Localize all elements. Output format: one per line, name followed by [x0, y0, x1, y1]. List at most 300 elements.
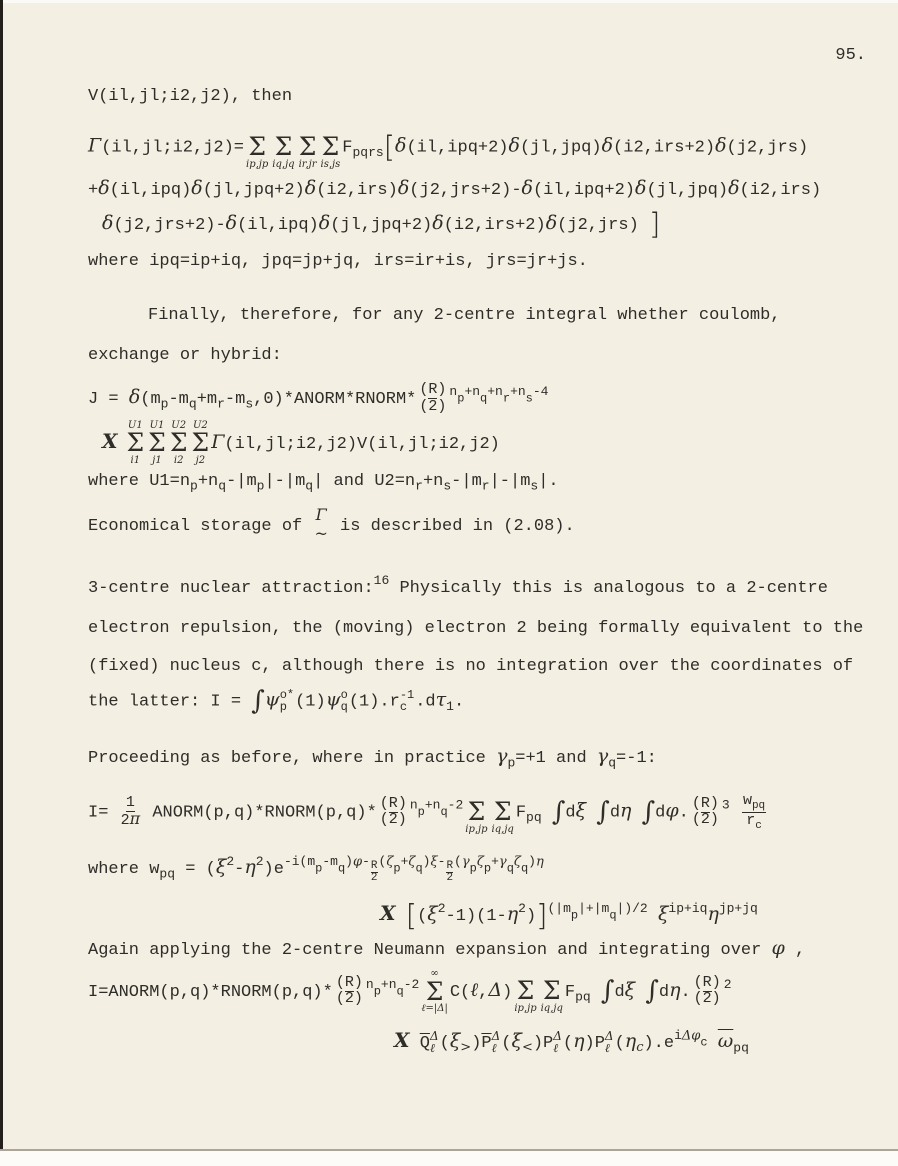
text-segment: =-1: — [616, 749, 657, 769]
text-segment: pq — [526, 810, 542, 826]
handwritten-symbol: < — [521, 1039, 533, 1055]
text-segment: $\overline{P}$ — [481, 1033, 492, 1053]
text-segment: -m — [322, 854, 338, 870]
text-segment: (j2,jrs+2)- — [409, 181, 522, 201]
text-segment: (il,ipq+2) — [532, 181, 635, 201]
handwritten-symbol: γ — [498, 854, 507, 870]
text-segment: -2 — [447, 797, 464, 813]
text-segment: 2 — [518, 900, 526, 916]
summation-sign: Σ is,js — [320, 132, 341, 170]
document-line — [88, 84, 882, 110]
document-line — [380, 896, 882, 933]
text-segment — [730, 804, 740, 823]
text-segment: Finally, therefore, for any 2-centre integral whether coulomb, — [148, 306, 781, 326]
handwritten-symbol: η — [573, 1029, 585, 1052]
summation-sign: U2 Σ j2 — [191, 419, 210, 467]
text-segment: -4 — [532, 384, 549, 400]
text-segment: $\overline{Q}$ — [419, 1033, 430, 1053]
text-segment: q — [188, 396, 197, 412]
text-segment: Economical storage of — [88, 517, 313, 537]
text-segment — [586, 804, 596, 823]
text-segment: ) — [397, 794, 407, 812]
text-segment: pq — [751, 799, 766, 812]
handwritten-symbol: τ — [435, 688, 447, 711]
text-segment: p — [483, 861, 492, 876]
text-segment: electron repulsion, the (moving) electron 2 being formally equivalent to the — [88, 619, 864, 639]
text-segment: 2 — [437, 900, 446, 916]
document-line — [88, 616, 882, 642]
text-segment: =+1 and — [515, 749, 597, 769]
text-segment: q — [218, 478, 227, 494]
text-segment: I= — [88, 803, 119, 823]
text-segment: q — [305, 478, 314, 494]
text-segment: -|m — [451, 471, 482, 491]
text-segment: d — [565, 803, 576, 823]
handwritten-symbol: Γ — [88, 134, 102, 157]
text-segment: | and U2=n — [313, 471, 416, 491]
text-segment: 1 — [446, 699, 454, 715]
text-segment: s — [443, 478, 452, 494]
text-segment: 2 — [255, 854, 264, 870]
text-segment: (jl,jpq+2) — [202, 181, 305, 201]
text-segment: p — [393, 861, 401, 876]
handwritten-symbol: ζ — [408, 854, 416, 870]
text-segment: p — [417, 805, 425, 820]
handwritten-symbol: η — [244, 856, 256, 879]
text-segment: +n — [380, 976, 397, 992]
text-segment: ∫ — [251, 686, 265, 717]
text-segment: (j2,jrs) — [726, 138, 809, 158]
text-segment: ( — [691, 794, 701, 812]
text-segment: p — [457, 391, 465, 406]
handwritten-symbol: φ — [771, 937, 785, 960]
text-segment: q — [608, 755, 617, 771]
handwritten-symbol: δ — [715, 134, 727, 157]
text-segment: where ipq=ip+iq, jpq=jp+jq, irs=ir+is, jrs=jr+js. — [88, 252, 588, 272]
text-segment: I=ANORM(p,q)*RNORM(p,q)* — [88, 982, 333, 1002]
text-segment: (il,ipq) — [237, 216, 319, 236]
handwritten-symbol: $\overline{\omega}$ — [717, 1029, 734, 1052]
handwritten-symbol: δ — [508, 134, 520, 157]
text-segment: . — [678, 803, 689, 823]
text-segment: ip+iq — [668, 900, 708, 916]
document-line — [88, 789, 882, 835]
text-segment: +n — [424, 797, 441, 813]
text-segment: (2) — [419, 397, 447, 415]
text-segment: (jl,jpq) — [519, 138, 602, 158]
text-segment: r — [481, 478, 490, 494]
text-segment: |. — [538, 471, 559, 491]
handwritten-symbol: ξ — [430, 854, 438, 870]
text-segment: R — [700, 794, 710, 812]
text-segment: p — [190, 478, 198, 494]
text-segment: V(il,jl;i2,j2), then — [88, 87, 293, 106]
handwritten-symbol: ξ — [624, 978, 636, 1001]
text-segment: d — [609, 803, 621, 823]
text-segment: s — [525, 391, 533, 406]
handwritten-symbol: δ — [191, 177, 203, 200]
text-segment: (2) — [693, 990, 721, 1008]
text-segment: ).e — [643, 1033, 675, 1053]
document-line — [88, 654, 882, 680]
handwritten-symbol: ζ — [513, 854, 521, 870]
text-segment: - — [234, 860, 245, 880]
text-segment: ( — [439, 1033, 450, 1053]
text-segment: jp+jq — [718, 900, 758, 916]
summation-sign: Σ ir,jr — [298, 132, 317, 170]
text-segment: where w — [88, 860, 160, 880]
stacked-fraction — [742, 793, 766, 832]
handwritten-symbol: ~ — [314, 523, 328, 543]
text-segment: - — [437, 854, 446, 870]
handwritten-symbol: η — [506, 902, 519, 925]
text-segment: ) — [525, 906, 537, 926]
text-segment: (il,jl;i2,j2)= — [101, 138, 245, 158]
text-segment: ( — [378, 854, 387, 870]
summation-sign: U2 Σ i2 — [169, 419, 188, 467]
text-segment: +n — [464, 384, 481, 400]
text-segment: )P — [584, 1033, 605, 1053]
text-segment: ( — [335, 973, 345, 991]
handwritten-symbol: ξ — [449, 1029, 461, 1052]
text-segment: -m — [168, 390, 189, 410]
text-segment: +m — [196, 390, 218, 410]
text-segment: -i(m — [283, 854, 316, 870]
text-segment: -|m — [226, 471, 257, 491]
text-segment: i — [674, 1027, 682, 1043]
sup-sub-stack: Δ ℓ — [604, 1028, 614, 1056]
text-segment: 16 — [373, 573, 390, 589]
text-segment: 3-centre nuclear attraction: — [88, 579, 374, 599]
text-segment: ) — [528, 854, 536, 870]
text-segment: -1)(1- — [445, 906, 507, 926]
text-segment: d — [655, 803, 666, 823]
text-segment: (il,ipq+2) — [406, 138, 509, 158]
handwritten-symbol: X — [380, 900, 396, 925]
document-line — [88, 343, 882, 369]
text-segment: |-|m — [264, 471, 306, 491]
document-line — [88, 178, 882, 204]
handwritten-symbol: δ — [601, 134, 614, 157]
text-segment: ] — [536, 898, 548, 933]
sup-sub-stack: Δ ℓ — [491, 1028, 501, 1056]
text-segment: . — [453, 692, 465, 712]
text-segment: ( — [454, 854, 462, 870]
text-segment: (1) — [295, 692, 326, 712]
text-segment: )e — [263, 860, 284, 880]
handwritten-symbol: δ — [545, 212, 558, 235]
sup-sub-stack: Δ ℓ — [429, 1028, 439, 1056]
handwritten-symbol: η — [620, 799, 632, 822]
text-segment: ∫ — [600, 976, 615, 1007]
handwritten-symbol: δ — [728, 177, 740, 200]
text-segment: ) — [711, 973, 721, 991]
handwritten-symbol: δ — [304, 177, 317, 200]
text-segment: R — [428, 381, 438, 399]
handwritten-symbol: Δφ — [681, 1028, 701, 1044]
handwritten-symbol: ζ — [476, 854, 484, 870]
text-segment: ∫ — [645, 976, 659, 1007]
scan-edge-left — [0, 0, 3, 1166]
handwritten-symbol: δ — [397, 177, 410, 200]
text-segment: ) — [471, 1033, 482, 1053]
text-segment: (i2,irs+2) — [443, 216, 546, 236]
text-segment: R — [370, 860, 378, 873]
text-segment: s — [530, 478, 539, 494]
summation-sign: ∞ Σ ℓ=|Δ| — [421, 968, 448, 1015]
text-segment: ∫ — [551, 796, 566, 827]
handwritten-symbol: δ — [432, 212, 444, 235]
text-segment: (j2,jrs+2)- — [113, 216, 226, 236]
handwritten-symbol: > — [460, 1039, 472, 1055]
text-segment: ( — [419, 381, 429, 399]
text-segment: r — [217, 396, 225, 412]
text-segment: Again applying the 2-centre Neumann expansion and integrating over — [88, 941, 772, 961]
handwritten-symbol: ξ — [657, 902, 669, 925]
handwritten-symbol: ξ — [427, 902, 438, 925]
handwritten-symbol: ℓ — [470, 978, 479, 1001]
text-segment — [396, 907, 406, 926]
text-segment: q — [480, 391, 488, 406]
text-segment: +n — [510, 384, 526, 400]
text-segment: pqrs — [352, 145, 384, 161]
text-segment: 1 — [125, 793, 135, 811]
text-segment: ] — [649, 207, 661, 242]
text-segment: pq — [733, 1040, 749, 1056]
text-segment: (j2,jrs) — [557, 216, 649, 236]
text-segment: +n — [487, 384, 503, 400]
summation-sign: Σ ip,jp — [465, 796, 488, 835]
handwritten-symbol: ψ — [264, 688, 280, 711]
document-line — [88, 849, 882, 888]
text-segment: ( — [562, 1033, 574, 1053]
handwritten-symbol: φ — [352, 854, 363, 870]
text-segment: ∫ — [596, 796, 610, 827]
text-segment: q — [520, 861, 529, 876]
handwritten-symbol: ζ — [386, 854, 394, 870]
document-line — [88, 568, 882, 602]
text-segment: ANORM(p,q)*RNORM(p,q)* — [142, 803, 377, 823]
document-line — [88, 968, 882, 1015]
text-segment: |+|m — [578, 900, 610, 916]
text-segment: 3 — [721, 797, 730, 813]
summation-sign: Σ iq,jq — [272, 132, 295, 170]
text-segment — [708, 1034, 718, 1053]
text-segment: s — [245, 396, 254, 412]
text-segment: (jl,jpq) — [646, 181, 729, 201]
text-segment — [635, 983, 645, 1002]
handwritten-symbol: X — [102, 428, 125, 453]
text-segment — [410, 1034, 420, 1053]
handwritten-symbol: Γ — [211, 430, 225, 453]
sup-sub-stack: -1 c — [399, 687, 415, 715]
text-segment: . — [680, 982, 691, 1002]
text-segment: p — [507, 755, 516, 771]
scan-edge-top — [0, 0, 898, 3]
handwritten-symbol: δ — [318, 212, 331, 235]
document-line — [88, 469, 882, 500]
stacked-fraction — [418, 382, 447, 415]
text-segment: + — [491, 854, 499, 870]
text-segment: r — [746, 811, 756, 829]
stacked-fraction — [335, 975, 364, 1008]
text-segment: |)/2 — [616, 900, 648, 916]
stacked-fraction — [121, 795, 141, 830]
page-number: 95. — [835, 46, 866, 65]
text-segment: (fixed) nucleus c, although there is no integration over the coordinates of — [88, 657, 854, 677]
summation-sign: Σ ip,jp — [514, 976, 537, 1015]
sup-sub-stack: o q — [340, 687, 348, 715]
text-segment: p — [570, 908, 579, 923]
handwritten-symbol: π — [129, 809, 141, 829]
text-segment: + — [400, 854, 409, 870]
text-segment: 2 — [446, 872, 454, 885]
text-segment: p — [373, 984, 381, 999]
text-segment: R — [446, 860, 454, 873]
text-segment: ,0)*ANORM*RNORM* — [253, 390, 417, 410]
text-segment: (|m — [547, 900, 571, 916]
handwritten-symbol: ψ — [325, 688, 341, 711]
document-line — [88, 507, 882, 544]
text-segment: (il,jl;i2,j2)V(il,jl;i2,j2) — [224, 434, 500, 454]
text-segment: F — [515, 803, 527, 823]
handwritten-symbol: γ — [596, 745, 609, 768]
text-segment: Physically this is analogous to a 2-centre — [389, 579, 828, 599]
text-segment: F — [342, 138, 353, 158]
text-segment: [ — [383, 129, 396, 164]
text-segment: -m — [224, 390, 246, 410]
text-segment: pq — [575, 989, 591, 1005]
summation-sign: Σ ip,jp — [246, 132, 269, 170]
text-segment: n — [365, 976, 374, 992]
text-segment — [591, 983, 601, 1002]
handwritten-symbol: δ — [395, 134, 407, 157]
handwritten-symbol: η — [624, 1029, 637, 1052]
text-segment — [648, 907, 658, 926]
text-segment: (i2,irs) — [739, 181, 822, 201]
handwritten-symbol: δ — [225, 212, 238, 235]
handwritten-symbol: γ — [496, 745, 508, 768]
document-line — [102, 207, 882, 242]
text-segment: c — [755, 819, 762, 832]
summation-sign: Σ iq,jq — [540, 976, 563, 1015]
document-line — [88, 249, 882, 275]
document-line — [148, 303, 882, 329]
handwritten-symbol: Δ — [488, 978, 503, 1001]
document-line — [394, 1023, 882, 1062]
handwritten-symbol: η — [707, 902, 719, 925]
stacked-fraction — [379, 796, 408, 829]
text-segment: is described in (2.08). — [329, 517, 575, 537]
handwritten-symbol: η — [535, 854, 544, 870]
text-segment: w — [742, 791, 752, 809]
text-segment: , — [478, 982, 489, 1002]
text-segment: n — [449, 384, 458, 400]
text-segment: ( — [417, 906, 428, 926]
text-segment: ) — [345, 854, 353, 870]
text-segment: (2) — [691, 811, 719, 829]
text-segment: ) — [437, 381, 447, 399]
handwritten-symbol: δ — [128, 386, 141, 409]
text-segment: q — [506, 861, 514, 876]
handwritten-symbol: δ — [98, 177, 110, 200]
text-segment: ) — [353, 973, 363, 991]
handwritten-symbol: ξ — [511, 1029, 522, 1052]
text-segment: q — [415, 861, 423, 876]
handwritten-symbol: η — [669, 978, 681, 1001]
text-segment: -2 — [403, 976, 420, 992]
text-segment: c — [700, 1035, 708, 1050]
handwritten-symbol: ξ — [215, 856, 227, 879]
sup-sub-stack: Δ ℓ — [553, 1028, 562, 1056]
text-segment: 2 — [120, 812, 130, 830]
text-segment: (il,ipq) — [109, 181, 192, 201]
text-segment: p — [315, 861, 323, 876]
text-segment: = ( — [175, 860, 216, 880]
document-line — [88, 938, 882, 964]
handwritten-symbol: γ — [461, 854, 470, 870]
text-segment: (2) — [379, 811, 407, 829]
text-segment: exchange or hybrid: — [88, 346, 282, 366]
text-segment: C( — [449, 982, 471, 1002]
handwritten-symbol: c — [636, 1039, 644, 1055]
text-segment: where U1=n — [88, 471, 191, 491]
text-segment: p — [160, 396, 169, 412]
text-segment: p — [256, 478, 265, 494]
text-segment: q — [609, 908, 617, 923]
document-line — [102, 420, 882, 467]
text-segment: 2 — [370, 872, 378, 885]
text-segment: Proceeding as before, where in practice — [88, 749, 497, 769]
text-segment: q — [337, 861, 346, 876]
text-segment: r — [415, 478, 423, 494]
text-segment: n — [409, 797, 418, 813]
text-segment: (i2,irs+2) — [613, 138, 716, 158]
text-segment: + — [88, 181, 99, 201]
text-segment: 2 — [226, 854, 235, 870]
handwritten-symbol: Γ — [315, 505, 327, 525]
scan-edge-bottom — [0, 1149, 898, 1166]
stacked-fraction — [371, 860, 378, 884]
text-segment: q — [396, 984, 404, 999]
summation-sign: Σ iq,jq — [491, 796, 514, 835]
text-segment: (jl,jpq+2) — [330, 216, 433, 236]
text-segment: +n — [197, 471, 219, 491]
document-line — [88, 379, 882, 418]
text-segment: ) — [709, 794, 719, 812]
text-segment: R — [702, 973, 712, 991]
text-segment: R — [388, 794, 398, 812]
text-segment: , — [784, 941, 806, 961]
summation-sign: U1 Σ i1 — [126, 419, 145, 467]
text-segment: r — [502, 391, 511, 406]
stacked-fraction — [446, 860, 453, 884]
text-segment: ) — [422, 854, 431, 870]
text-segment: d — [658, 982, 670, 1002]
text-segment: ( — [501, 1033, 512, 1053]
sup-sub-stack: o* p — [279, 687, 295, 715]
text-segment: +n — [422, 471, 444, 491]
handwritten-symbol: δ — [102, 212, 114, 235]
text-segment: d — [614, 982, 625, 1002]
handwritten-symbol: X — [394, 1027, 410, 1052]
text-segment: (2) — [335, 990, 363, 1008]
stacked-fraction — [693, 975, 722, 1008]
page-body — [88, 84, 882, 1061]
text-segment: 2 — [723, 976, 732, 992]
text-segment — [542, 804, 552, 823]
summation-sign: U1 Σ j1 — [148, 419, 166, 467]
